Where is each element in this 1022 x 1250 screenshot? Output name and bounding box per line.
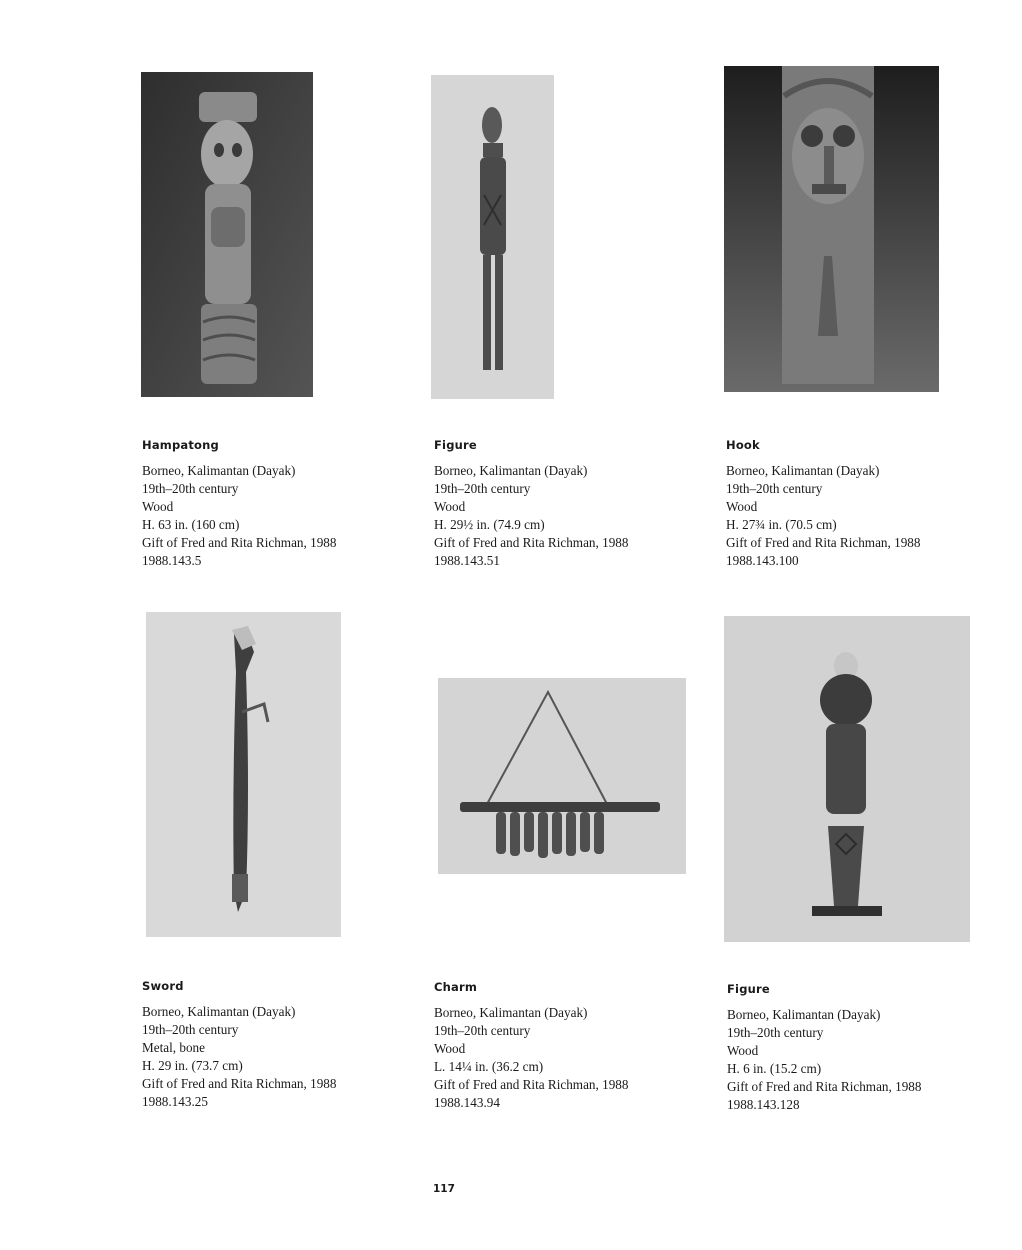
hook-mask-photo (724, 66, 939, 392)
hampatong-figure-photo (141, 72, 313, 397)
caption-dimensions: L. 14¼ in. (36.2 cm) (434, 1059, 544, 1074)
caption-accession: 1988.143.128 (727, 1097, 800, 1112)
caption-origin: Borneo, Kalimantan (Dayak) (726, 463, 880, 478)
page-number: 117 (433, 1183, 455, 1195)
caption-date: 19th–20th century (142, 481, 239, 496)
caption-credit: Gift of Fred and Rita Richman, 1988 (727, 1079, 922, 1094)
caption-medium: Wood (142, 499, 174, 514)
caption-accession: 1988.143.51 (434, 553, 500, 568)
caption-hook (726, 438, 986, 570)
caption-origin: Borneo, Kalimantan (Dayak) (142, 463, 296, 478)
caption-origin: Borneo, Kalimantan (Dayak) (727, 1007, 881, 1022)
caption-accession: 1988.143.25 (142, 1094, 208, 1109)
caption-date: 19th–20th century (727, 1025, 824, 1040)
small-figure-photo (724, 616, 970, 942)
caption-accession: 1988.143.5 (142, 553, 202, 568)
caption-credit: Gift of Fred and Rita Richman, 1988 (142, 535, 337, 550)
caption-credit: Gift of Fred and Rita Richman, 1988 (142, 1076, 337, 1091)
caption-credit: Gift of Fred and Rita Richman, 1988 (726, 535, 921, 550)
caption-hampatong (142, 438, 402, 570)
caption-date: 19th–20th century (142, 1022, 239, 1037)
caption-dimensions: H. 29½ in. (74.9 cm) (434, 517, 545, 532)
caption-dimensions: H. 6 in. (15.2 cm) (727, 1061, 822, 1076)
standing-figure-photo (431, 75, 554, 399)
caption-title: Hampatong (142, 438, 219, 452)
charm-photo (438, 678, 686, 874)
caption-medium: Wood (434, 499, 466, 514)
caption-date: 19th–20th century (434, 481, 531, 496)
caption-sword (142, 979, 402, 1111)
caption-origin: Borneo, Kalimantan (Dayak) (434, 463, 588, 478)
caption-credit: Gift of Fred and Rita Richman, 1988 (434, 535, 629, 550)
caption-title: Figure (727, 982, 770, 996)
caption-figure-standing (434, 438, 694, 570)
caption-charm (434, 980, 694, 1112)
caption-medium: Metal, bone (142, 1040, 205, 1055)
caption-accession: 1988.143.94 (434, 1095, 500, 1110)
caption-dimensions: H. 63 in. (160 cm) (142, 517, 240, 532)
caption-medium: Wood (726, 499, 758, 514)
caption-origin: Borneo, Kalimantan (Dayak) (142, 1004, 296, 1019)
caption-date: 19th–20th century (434, 1023, 531, 1038)
caption-origin: Borneo, Kalimantan (Dayak) (434, 1005, 588, 1020)
caption-medium: Wood (434, 1041, 466, 1056)
caption-title: Charm (434, 980, 478, 994)
caption-credit: Gift of Fred and Rita Richman, 1988 (434, 1077, 629, 1092)
caption-accession: 1988.143.100 (726, 553, 799, 568)
caption-dimensions: H. 27¾ in. (70.5 cm) (726, 517, 837, 532)
sword-photo (146, 612, 341, 937)
caption-dimensions: H. 29 in. (73.7 cm) (142, 1058, 243, 1073)
caption-title: Hook (726, 438, 760, 452)
caption-date: 19th–20th century (726, 481, 823, 496)
caption-medium: Wood (727, 1043, 759, 1058)
caption-title: Sword (142, 979, 184, 993)
caption-title: Figure (434, 438, 477, 452)
caption-figure-small (727, 982, 987, 1114)
